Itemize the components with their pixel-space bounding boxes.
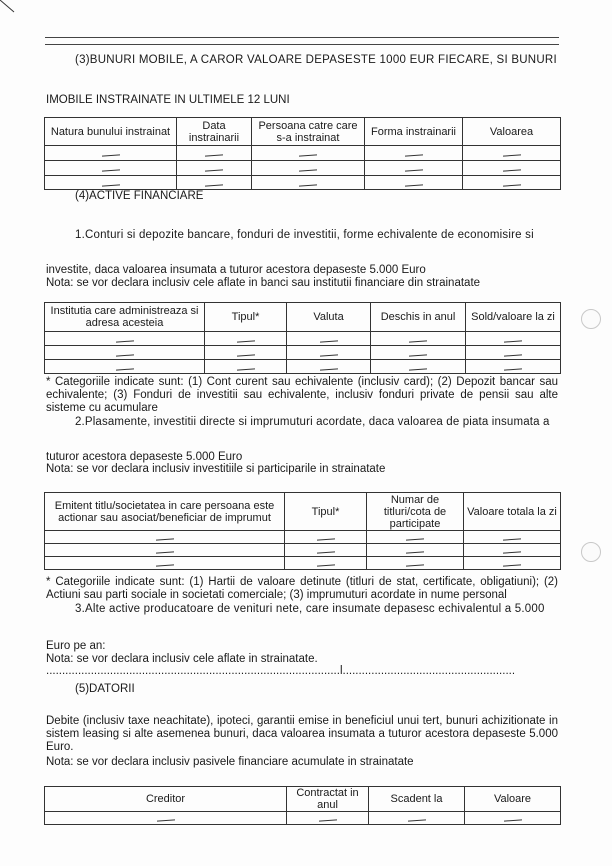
empty-dash (406, 564, 424, 566)
table-header: Numar de titluri/cota de participate (367, 493, 464, 531)
debts-table (44, 786, 561, 825)
empty-dash (299, 154, 317, 156)
table-header: Valoare totala la zi (464, 493, 561, 531)
table-header: Scadent la (369, 787, 465, 812)
empty-dash (503, 564, 521, 566)
empty-dash (299, 169, 317, 171)
table-row (45, 812, 561, 825)
empty-dash (155, 538, 173, 540)
empty-dash (155, 551, 173, 553)
empty-dash (502, 154, 520, 156)
table-row (45, 557, 561, 570)
table-row (45, 332, 561, 346)
section4-title: (4)ACTIVE FINANCIARE (75, 190, 204, 202)
table-header: Tipul* (285, 493, 367, 531)
item3-line2: Euro pe an: (46, 640, 106, 652)
table-row (45, 146, 561, 161)
empty-dash (318, 819, 336, 821)
empty-dash (503, 538, 521, 540)
empty-dash (101, 154, 119, 156)
item2-footnote: * Categoriile indicate sunt: (1) Hartii de valoare detinute (titluri de stat, certificate, obligatiuni); (2) Actiuni sau parti sociale in societati comerciale; (3) imprumuturi acordate in nume personal (46, 576, 558, 601)
accounts-table (44, 302, 561, 374)
empty-dash (502, 169, 520, 171)
empty-dash (406, 538, 424, 540)
table-header: Valoarea (463, 118, 561, 146)
item3-note: Nota: se vor declara inclusiv cele aflate in strainatate. (46, 653, 318, 665)
empty-dash (404, 169, 422, 171)
item3-line1: 3.Alte active producatoare de venituri nete, care insumate depasesc echivalentul a 5.000 (75, 603, 545, 615)
empty-dash (407, 819, 425, 821)
empty-dash (409, 368, 427, 370)
empty-dash (156, 819, 174, 821)
dotted-fill-line: ............................................................................................l...................................................... (46, 665, 516, 677)
empty-dash (404, 154, 422, 156)
empty-dash (115, 354, 133, 356)
investments-table (44, 492, 561, 570)
table-header: Creditor (45, 787, 287, 812)
empty-dash (115, 368, 133, 370)
empty-dash (504, 368, 522, 370)
table-header: Institutia care administreaza si adresa acesteia (45, 303, 205, 332)
section5-paragraph: Debite (inclusiv taxe neachitate), ipoteci, garantii emise in beneficiul unui tert, bunuri achizitionate in sistem leasing si alte asemenea bunuri, daca valoarea insumata a tuturor acestora depaseste 5.000 Euro. (46, 715, 558, 753)
empty-dash (299, 184, 317, 186)
table-header: Natura bunului instrainat (45, 118, 177, 146)
table-header: Valuta (287, 303, 371, 332)
empty-dash (155, 564, 173, 566)
table-header: Persoana catre care s-a instrainat (252, 118, 365, 146)
empty-dash (316, 538, 334, 540)
top-rule (45, 44, 559, 45)
table-row (45, 161, 561, 176)
table-row (45, 544, 561, 557)
table-header: Tipul* (205, 303, 287, 332)
empty-dash (316, 564, 334, 566)
empty-dash (101, 169, 119, 171)
table-header: Data instrainarii (177, 118, 252, 146)
item1-footnote: * Categoriile indicate sunt: (1) Cont curent sau echivalente (inclusiv card); (2) Depozit bancar sau echivalente; (3) Fonduri de investitii sau echivalente, inclusiv fonduri private de pensii sau alte sisteme cu acumulare (46, 376, 558, 414)
table-header: Valoare (465, 787, 561, 812)
scan-corner-mark (0, 0, 20, 20)
empty-dash (316, 551, 334, 553)
item1-line2: investite, daca valoarea insumata a tuturor acestora depaseste 5.000 Euro (46, 264, 426, 276)
empty-dash (319, 368, 337, 370)
binder-hole (581, 309, 601, 329)
item1-line1: 1.Conturi si depozite bancare, fonduri de investitii, forme echivalente de economisire si (75, 229, 534, 241)
empty-dash (236, 368, 254, 370)
empty-dash (502, 184, 520, 186)
empty-dash (236, 354, 254, 356)
empty-dash (205, 184, 223, 186)
table-row (45, 531, 561, 544)
empty-dash (205, 169, 223, 171)
item2-line1: 2.Plasamente, investitii directe si imprumuturi acordate, daca valoarea de piata insumata a (75, 416, 550, 428)
empty-dash (101, 184, 119, 186)
item1-note: Nota: se vor declara inclusiv cele aflate in banci sau institutii financiare din strainatate (46, 277, 481, 289)
empty-dash (205, 154, 223, 156)
empty-dash (504, 354, 522, 356)
section5-title: (5)DATORII (75, 683, 135, 695)
table-header: Sold/valoare la zi (466, 303, 561, 332)
empty-dash (406, 551, 424, 553)
table-header: Deschis in anul (371, 303, 466, 332)
section3-title-line2: IMOBILE INSTRAINATE IN ULTIMELE 12 LUNI (46, 94, 290, 106)
section5-note: Nota: se vor declara inclusiv pasivele financiare acumulate in strainatate (46, 756, 414, 768)
empty-dash (404, 184, 422, 186)
binder-hole (581, 542, 601, 562)
empty-dash (115, 340, 133, 342)
table-row (45, 346, 561, 360)
table-row (45, 176, 561, 190)
top-rule (45, 37, 559, 38)
table-header: Emitent titlu/societatea in care persoana este actionar sau asociat/beneficiar de imprumut (45, 493, 285, 531)
table-header: Contractat in anul (287, 787, 369, 812)
item2-line2: tuturor acestora depaseste 5.000 Euro (46, 451, 243, 463)
empty-dash (409, 340, 427, 342)
empty-dash (319, 354, 337, 356)
empty-dash (409, 354, 427, 356)
empty-dash (319, 340, 337, 342)
table-row (45, 360, 561, 374)
section3-table (44, 117, 561, 190)
empty-dash (236, 340, 254, 342)
empty-dash (503, 551, 521, 553)
table-header: Forma instrainarii (365, 118, 463, 146)
item2-note: Nota: se vor declara inclusiv investitiile si participarile in strainatate (46, 463, 386, 475)
section3-title-line1: (3)BUNURI MOBILE, A CAROR VALOARE DEPASESTE 1000 EUR FIECARE, SI BUNURI (75, 54, 557, 66)
empty-dash (503, 819, 521, 821)
empty-dash (504, 340, 522, 342)
